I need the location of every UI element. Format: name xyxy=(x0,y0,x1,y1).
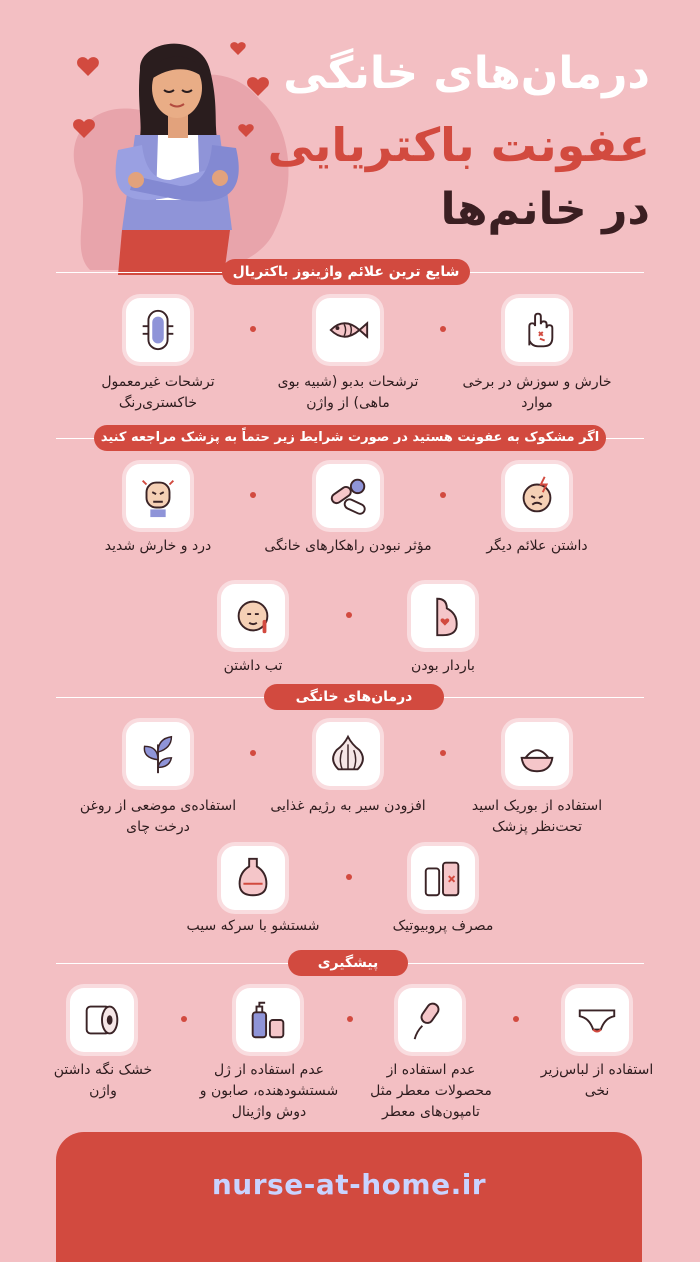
prevention-icon-box-1 xyxy=(565,988,629,1052)
doctor-icon-box-2 xyxy=(316,464,380,528)
powder-bowl-icon xyxy=(514,731,560,777)
title-line-3: در خانم‌ها xyxy=(440,184,650,235)
prevention-icon-box-4 xyxy=(70,988,134,1052)
doctor-icon-box-3 xyxy=(126,464,190,528)
tampon-icon xyxy=(407,997,453,1043)
title-line-2: عفونت باکتریایی xyxy=(267,118,650,172)
section-heading-remedies: درمان‌های خانگی xyxy=(264,684,444,710)
section-heading-symptoms: شایع ترین علائم واژینوز باکتریال xyxy=(222,259,470,285)
remedy-label-3: استفاده‌ی موضعی از روغن درخت چای xyxy=(79,798,237,835)
remedy-label-2: افزودن سیر به رژیم غذایی xyxy=(270,798,426,814)
symptom-icon-box-1 xyxy=(505,298,569,362)
pregnant-icon xyxy=(420,593,466,639)
prevention-label-1: استفاده از لباس‌زیر نخی xyxy=(540,1062,654,1099)
remedy-icon-box-1 xyxy=(505,722,569,786)
website-link[interactable]: nurse-at-home.ir xyxy=(211,1168,487,1201)
doctor-label-5: تب داشتن xyxy=(223,658,283,674)
tea-leaf-icon xyxy=(135,731,181,777)
doctor-icon-box-1 xyxy=(505,464,569,528)
prevention-label-4: خشک نگه داشتن واژن xyxy=(53,1062,153,1099)
symptom-label-3: ترشحات غیرمعمول خاکستری‌رنگ xyxy=(101,374,215,411)
title-line-1: درمان‌های خانگی xyxy=(283,48,650,99)
garlic-icon xyxy=(325,731,371,777)
hand-scratch-icon xyxy=(514,307,560,353)
pain-face-icon xyxy=(135,473,181,519)
symptom-icon-box-3 xyxy=(126,298,190,362)
remedy-icon-box-3 xyxy=(126,722,190,786)
doctor-label-1: داشتن علائم دیگر xyxy=(486,538,588,554)
separator-dot xyxy=(440,750,446,756)
separator-dot xyxy=(250,750,256,756)
separator-dot xyxy=(347,1016,353,1022)
vinegar-bottle-icon xyxy=(230,855,276,901)
underwear-icon xyxy=(574,997,620,1043)
headache-icon xyxy=(514,473,560,519)
doctor-icon-box-5 xyxy=(221,584,285,648)
symptom-label-1: خارش و سوزش در برخی موارد xyxy=(462,374,612,411)
doctor-label-4: باردار بودن xyxy=(411,658,475,674)
remedy-icon-box-2 xyxy=(316,722,380,786)
prevention-label-3: عدم استفاده از ژل شستشودهنده، صابون و دوش واژینال xyxy=(199,1062,339,1120)
separator-dot xyxy=(250,326,256,332)
symptom-label-2: ترشحات بدبو (شبیه بوی ماهی) از واژن xyxy=(277,374,419,411)
fever-face-icon xyxy=(230,593,276,639)
remedy-label-5: شستشو با سرکه سیب xyxy=(186,918,320,934)
separator-dot xyxy=(181,1016,187,1022)
prevention-label-2: عدم استفاده از محصولات معطر مثل تامپون‌های معطر xyxy=(370,1062,492,1120)
symptom-icon-box-2 xyxy=(316,298,380,362)
separator-dot xyxy=(513,1016,519,1022)
doctor-icon-box-4 xyxy=(411,584,475,648)
section-heading-prevention: پیشگیری xyxy=(288,950,408,976)
fish-icon xyxy=(325,307,371,353)
remedy-label-4: مصرف پروبیوتیک xyxy=(392,918,494,934)
separator-dot xyxy=(346,612,352,618)
soap-bottles-icon xyxy=(245,997,291,1043)
toilet-paper-icon xyxy=(79,997,125,1043)
sanitary-pad-icon xyxy=(135,307,181,353)
section-heading-doctor: اگر مشکوک به عفونت هستید در صورت شرایط زیر حتماً به پزشک مراجعه کنید xyxy=(94,425,606,451)
remedy-icon-box-5 xyxy=(221,846,285,910)
prevention-icon-box-3 xyxy=(236,988,300,1052)
doctor-label-3: درد و خارش شدید xyxy=(104,538,212,554)
probiotic-icon xyxy=(420,855,466,901)
woman-hugging-illustration xyxy=(60,30,300,275)
pills-icon xyxy=(325,473,371,519)
doctor-label-2: مؤثر نبودن راهکارهای خانگی xyxy=(264,538,432,554)
separator-dot xyxy=(250,492,256,498)
separator-dot xyxy=(440,326,446,332)
remedy-icon-box-4 xyxy=(411,846,475,910)
prevention-icon-box-2 xyxy=(398,988,462,1052)
separator-dot xyxy=(346,874,352,880)
remedy-label-1: استفاده از بوریک اسید تحت‌نظر پزشک xyxy=(471,798,603,835)
separator-dot xyxy=(440,492,446,498)
